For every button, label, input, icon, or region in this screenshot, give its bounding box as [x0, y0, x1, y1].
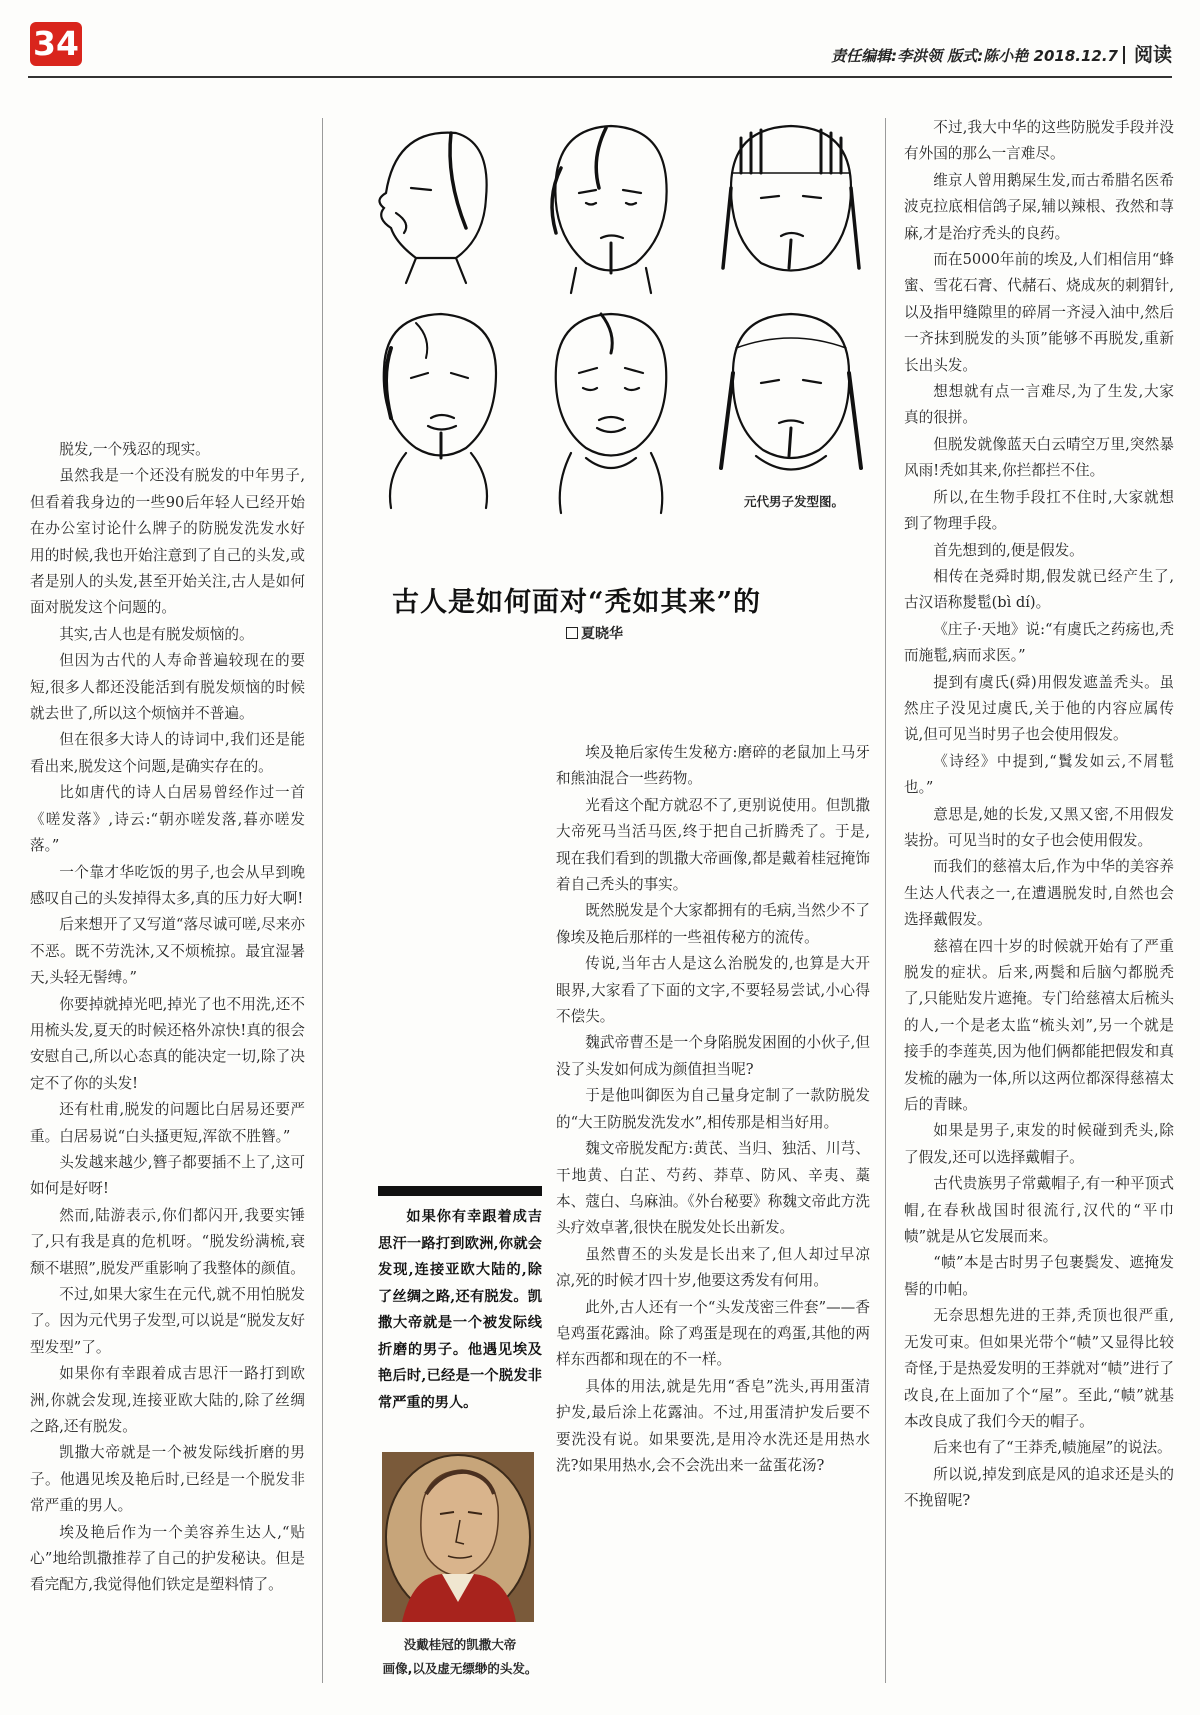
- sketch-head-5: [556, 314, 667, 513]
- pull-quote-text: 如果你有幸跟着成吉思汗一路打到欧洲,你就会发现,连接亚欧大陆的,除了丝绸之路,还有脱发。凯撒大帝就是一个被发际线折磨的男子。他遇见埃及艳后时,已经是一个脱发非常严重的男人。: [378, 1209, 542, 1411]
- paragraph: 古代贵族男子常戴帽子,有一种平顶式帽,在春秋战国时很流行,汉代的“平巾帻”就是从它发展而来。: [904, 1175, 1174, 1246]
- paragraph: 如果你有幸跟着成吉思汗一路打到欧洲,你就会发现,连接亚欧大陆的,除了丝绸之路,还有脱发。: [30, 1365, 305, 1436]
- article-title: 古人是如何面对“秃如其来”的: [392, 587, 762, 618]
- paragraph: 维京人曾用鹅屎生发,而古希腊名医希波克拉底相信鸽子屎,辅以辣根、孜然和荨麻,才是治疗秃头的良药。: [904, 171, 1174, 242]
- paragraph: 此外,古人还有一个“头发茂密三件套”——香皂鸡蛋花露油。除了鸡蛋是现在的鸡蛋,其他的两样东西都和现在的不一样。: [556, 1298, 870, 1369]
- paragraph: 然而,陆游表示,你们都闪开,我要实锤了,只有我是真的危机呀。“脱发纷满梳,衰颓不堪照”,脱发严重影响了我整体的颜值。: [30, 1206, 305, 1277]
- header-rule: [28, 76, 1172, 78]
- header-divider: [1123, 46, 1125, 64]
- pull-quote-bar: [378, 1186, 542, 1196]
- paragraph: 但在很多大诗人的诗词中,我们还是能看出来,脱发这个问题,是确实存在的。: [30, 731, 305, 775]
- column-3: [904, 115, 1174, 1515]
- portrait-caption: [378, 1633, 542, 1681]
- sketch-head-3: [723, 126, 859, 271]
- sketch-head-1: [379, 133, 486, 283]
- paragraph: 比如唐代的诗人白居易曾经作过一首《嗟发落》,诗云:“朝亦嗟发落,暮亦嗟发落。”: [30, 784, 305, 855]
- paragraph: 所以,在生物手段扛不住时,大家就想到了物理手段。: [904, 488, 1174, 533]
- paragraph: 具体的用法,就是先用“香皂”洗头,再用蛋清护发,最后涂上花露油。不过,用蛋清护发后要不要洗没有说。如果要洗,是用冷水洗还是用热水洗?如果用热水,会不会洗出来一盆蛋花汤?: [556, 1377, 870, 1474]
- author-name: 夏晓华: [581, 626, 623, 642]
- paragraph: 埃及艳后家传生发秘方:磨碎的老鼠加上马牙和熊油混合一些药物。: [556, 744, 870, 788]
- paragraph: 首先想到的,便是假发。: [933, 541, 1084, 559]
- paragraph: 头发越来越少,簪子都要插不上了,这可如何是好呀!: [30, 1153, 305, 1198]
- paragraph: 相传在尧舜时期,假发就已经产生了,古汉语称髲髢(bì dí)。: [904, 567, 1174, 612]
- sketch-head-6: [721, 314, 861, 470]
- paragraph: 《庄子·天地》说:“有虞氏之药疡也,秃而施髢,病而求医。”: [904, 620, 1174, 665]
- paragraph: 无奈思想先进的王莽,秃顶也很严重,无发可束。但如果光带个“帻”又显得比较奇怪,于是热爱发明的王莽就对“帻”进行了改良,在上面加了个“屋”。至此,“帻”就基本改良成了我们今天的帽子。: [904, 1307, 1174, 1430]
- paragraph: 既然脱发是个大家都拥有的毛病,当然少不了像埃及艳后那样的一些祖传秘方的流传。: [556, 902, 870, 946]
- column-2: [556, 740, 870, 1479]
- paragraph: 埃及艳后作为一个美容养生达人,“贴心”地给凯撒推荐了自己的护发秘诀。但是看完配方,我觉得他们铁定是塑料情了。: [30, 1523, 305, 1594]
- pull-quote: [378, 1186, 542, 1416]
- paragraph: 后来也有了“王莽秃,帻施屋”的说法。: [933, 1439, 1172, 1457]
- paragraph: “帻”本是古时男子包裹鬓发、遮掩发髻的巾帕。: [904, 1254, 1174, 1298]
- column-divider-right: [885, 118, 886, 1683]
- author-box-icon: [566, 627, 578, 639]
- paragraph: 其实,古人也是有脱发烦恼的。: [59, 625, 254, 643]
- column-1: [30, 437, 305, 1599]
- paragraph: 一个靠才华吃饭的男子,也会从早到晚感叹自己的头发掉得太多,真的压力好大啊!: [30, 863, 305, 907]
- paragraph: 但脱发就像蓝天白云晴空万里,突然暴风雨!秃如其来,你拦都拦不住。: [904, 435, 1174, 480]
- sketch-head-2: [552, 126, 667, 293]
- paragraph: 所以说,掉发到底是风的追求还是头的不挽留呢?: [904, 1465, 1174, 1510]
- portrait-caption-line: 画像,以及虚无缥缈的头发。: [382, 1661, 538, 1676]
- paragraph: 脱发,一个残忍的现实。: [59, 441, 210, 458]
- paragraph: 慈禧在四十岁的时候就开始有了严重脱发的症状。后来,两鬓和后脑勺都脱秃了,只能贴发片遮掩。专门给慈禧太后梳头的人,一个是老太监“梳头刘”,另一个就是接手的李莲英,因为他们俩都能把假发和真发梳的融为一体,所以这两位都深得慈禧太后的青睐。: [904, 937, 1174, 1114]
- page-number: 34: [30, 22, 82, 66]
- paragraph: 《诗经》中提到,“鬒发如云,不屑髢也。”: [904, 752, 1174, 797]
- article-author: [566, 623, 623, 643]
- paragraph: 虽然曹丕的头发是长出来了,但人却过早凉凉,死的时候才四十岁,他要这秀发有何用。: [556, 1245, 870, 1290]
- sketch-head-4: [384, 314, 496, 508]
- figure-caption: 元代男子发型图。: [744, 494, 845, 509]
- paragraph: 而我们的慈禧太后,作为中华的美容养生达人代表之一,在遭遇脱发时,自然也会选择戴假发。: [904, 858, 1174, 929]
- portrait-caption-line: 没戴桂冠的凯撒大帝: [403, 1637, 517, 1652]
- paragraph: 还有杜甫,脱发的问题比白居易还要严重。白居易说“白头搔更短,浑欲不胜簪。”: [30, 1101, 305, 1145]
- paragraph: 于是他叫御医为自己量身定制了一款防脱发的“大王防脱发洗发水”,相传那是相当好用。: [556, 1087, 870, 1131]
- paragraph: 虽然我是一个还没有脱发的中年男子,但看着我身边的一些90后年轻人已经开始在办公室讨论什么牌子的防脱发洗发水好用的时候,我也开始注意到了自己的头发,或者是别人的头发,甚至开始关注,古人是如何面对脱发这个问题的。: [30, 467, 305, 617]
- page-header: [831, 40, 1172, 67]
- paragraph: 凯撒大帝就是一个被发际线折磨的男子。他遇见埃及艳后时,已经是一个脱发非常严重的男人。: [30, 1444, 305, 1515]
- paragraph: 魏武帝曹丕是一个身陷脱发困囿的小伙子,但没了头发如何成为颜值担当呢?: [556, 1034, 870, 1078]
- paragraph: 魏文帝脱发配方:黄芪、当归、独活、川芎、干地黄、白芷、芍药、莽草、防风、辛夷、藁本、蔻白、乌麻油。《外台秘要》称魏文帝此方洗头疗效卓著,很快在脱发处长出新发。: [556, 1140, 870, 1237]
- julius-caesar-portrait: [382, 1452, 534, 1622]
- yuan-dynasty-men-hairstyles-sketch: [356, 118, 876, 518]
- paragraph: 不过,我大中华的这些防脱发手段并没有外国的那么一言难尽。: [904, 119, 1174, 163]
- paragraph: 如果是男子,束发的时候碰到秃头,除了假发,还可以选择戴帽子。: [904, 1122, 1174, 1166]
- paragraph: 而在5000年前的埃及,人们相信用“蜂蜜、雪花石膏、代赭石、烧成灰的刺猬针,以及指甲缝隙里的碎屑一齐浸入油中,然后一齐抹到脱发的头顶”能够不再脱发,重新长出头发。: [904, 251, 1174, 374]
- paragraph: 传说,当年古人是这么治脱发的,也算是大开眼界,大家看了下面的文字,不要轻易尝试,小心得不偿失。: [556, 955, 870, 1026]
- paragraph: 提到有虞氏(舜)用假发遮盖秃头。虽然庄子没见过虞氏,关于他的内容应属传说,但可见当时男子也会使用假发。: [904, 673, 1174, 744]
- paragraph: 后来想开了又写道“落尽诚可嗟,尽来亦不恶。既不劳洗沐,又不烦梳掠。最宜湿暑天,头轻无髻缚。”: [30, 916, 305, 987]
- paragraph: 意思是,她的长发,又黑又密,不用假发装扮。可见当时的女子也会使用假发。: [904, 805, 1174, 849]
- editor-credits: 责任编辑:李洪领 版式:陈小艳 2018.12.7: [831, 47, 1118, 65]
- paragraph: 光看这个配方就忍不了,更别说使用。但凯撒大帝死马当活马医,终于把自己折腾秃了。于是,现在我们看到的凯撒大帝画像,都是戴着桂冠掩饰着自己秃头的事实。: [556, 796, 870, 894]
- paragraph: 不过,如果大家生在元代,就不用怕脱发了。因为元代男子发型,可以说是“脱发友好型发型”了。: [30, 1286, 305, 1356]
- paragraph: 想想就有点一言难尽,为了生发,大家真的很拼。: [904, 383, 1174, 427]
- section-name: 阅读: [1133, 44, 1172, 66]
- paragraph: 你要掉就掉光吧,掉光了也不用洗,还不用梳头发,夏天的时候还格外凉快!真的很会安慰自己,所以心态真的能决定一切,除了决定不了你的头发!: [30, 995, 305, 1092]
- paragraph: 但因为古代的人寿命普遍较现在的要短,很多人都还没能活到有脱发烦恼的时候就去世了,所以这个烦恼并不普遍。: [30, 652, 305, 723]
- column-divider-left: [322, 118, 323, 1683]
